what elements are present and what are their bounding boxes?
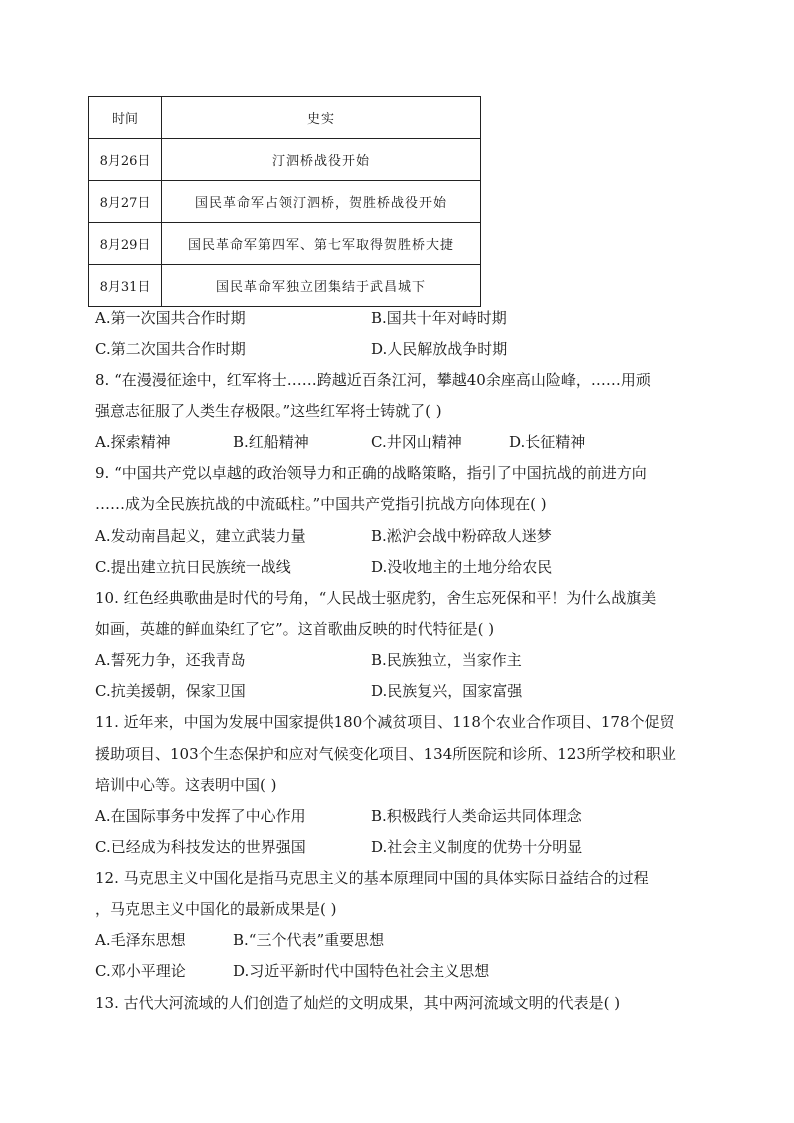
q11-option-d: D.社会主义制度的优势十分明显 <box>371 838 583 856</box>
table-cell-date: 8月29日 <box>89 223 162 265</box>
table-row <box>89 181 481 223</box>
q10-option-d: D.民族复兴，国家富强 <box>371 682 523 700</box>
q8-option-c: C.井冈山精神 <box>371 433 462 451</box>
q9-stem-line-1: 9. “中国共产党以卓越的政治领导力和正确的战略策略，指引了中国抗战的前进方向 <box>95 464 647 482</box>
table-cell-fact: 汀泗桥战役开始 <box>162 139 481 181</box>
q9-option-b: B.淞沪会战中粉碎敌人迷梦 <box>371 527 552 545</box>
q9-option-c: C.提出建立抗日民族统一战线 <box>95 558 291 576</box>
table-header-fact: 史实 <box>162 97 481 139</box>
q12-option-c: C.邓小平理论 <box>95 962 186 980</box>
q12-option-d: D.习近平新时代中国特色社会主义思想 <box>233 962 490 980</box>
q11-option-c: C.已经成为科技发达的世界强国 <box>95 838 306 856</box>
table-row <box>89 139 481 181</box>
history-facts-table <box>88 96 481 307</box>
q7-option-a: A.第一次国共合作时期 <box>95 309 246 327</box>
q11-stem-line-3: 培训中心等。这表明中国( ) <box>95 776 277 794</box>
q8-option-d: D.长征精神 <box>509 433 586 451</box>
q7-option-b: B.国共十年对峙时期 <box>371 309 507 327</box>
q12-option-a: A.毛泽东思想 <box>95 931 186 949</box>
q9-stem-line-2: ……成为全民族抗战的中流砥柱。”中国共产党指引抗战方向体现在( ) <box>95 495 547 513</box>
q12-stem-line-1: 12. 马克思主义中国化是指马克思主义的基本原理同中国的具体实际日益结合的过程 <box>95 869 649 887</box>
q9-option-d: D.没收地主的土地分给农民 <box>371 558 553 576</box>
q11-stem-line-1: 11. 近年来，中国为发展中国家提供180个减贫项目、118个农业合作项目、178个促贸 <box>95 713 675 731</box>
q8-stem-line-1: 8. “在漫漫征途中，红军将士……跨越近百条江河，攀越40余座高山险峰，……用顽 <box>95 371 651 389</box>
q11-stem-line-2: 援助项目、103个生态保护和应对气候变化项目、134所医院和诊所、123所学校和职业 <box>95 745 676 763</box>
table-cell-fact: 国民革命军第四军、第七军取得贺胜桥大捷 <box>162 223 481 265</box>
q7-option-d: D.人民解放战争时期 <box>371 340 508 358</box>
q10-option-a: A.誓死力争，还我青岛 <box>95 651 246 669</box>
table-cell-date: 8月31日 <box>89 265 162 307</box>
q8-option-b: B.红船精神 <box>233 433 309 451</box>
q12-option-b: B.“三个代表”重要思想 <box>233 931 385 949</box>
table-cell-date: 8月27日 <box>89 181 162 223</box>
q10-option-c: C.抗美援朝，保家卫国 <box>95 682 246 700</box>
q7-option-c: C.第二次国共合作时期 <box>95 340 246 358</box>
q8-option-a: A.探索精神 <box>95 433 171 451</box>
q10-stem-line-1: 10. 红色经典歌曲是时代的号角，“人民战士驱虎豹，舍生忘死保和平！为什么战旗美 <box>95 589 657 607</box>
q12-stem-line-2: ，马克思主义中国化的最新成果是( ) <box>95 900 337 918</box>
table-header-row <box>89 97 481 139</box>
q8-stem-line-2: 强意志征服了人类生存极限。”这些红军将士铸就了( ) <box>95 402 442 420</box>
table-row <box>89 265 481 307</box>
q11-option-b: B.积极践行人类命运共同体理念 <box>371 807 582 825</box>
table-header-time: 时间 <box>89 97 162 139</box>
table-cell-date: 8月26日 <box>89 139 162 181</box>
q13-stem-line-1: 13. 古代大河流域的人们创造了灿烂的文明成果，其中两河流域文明的代表是( ) <box>95 994 621 1012</box>
q10-stem-line-2: 如画，英雄的鲜血染红了它”。这首歌曲反映的时代特征是( ) <box>95 620 495 638</box>
table-row <box>89 223 481 265</box>
q9-option-a: A.发动南昌起义，建立武装力量 <box>95 527 306 545</box>
q11-option-a: A.在国际事务中发挥了中心作用 <box>95 807 306 825</box>
table-cell-fact: 国民革命军独立团集结于武昌城下 <box>162 265 481 307</box>
q10-option-b: B.民族独立，当家作主 <box>371 651 522 669</box>
table-cell-fact: 国民革命军占领汀泗桥，贺胜桥战役开始 <box>162 181 481 223</box>
